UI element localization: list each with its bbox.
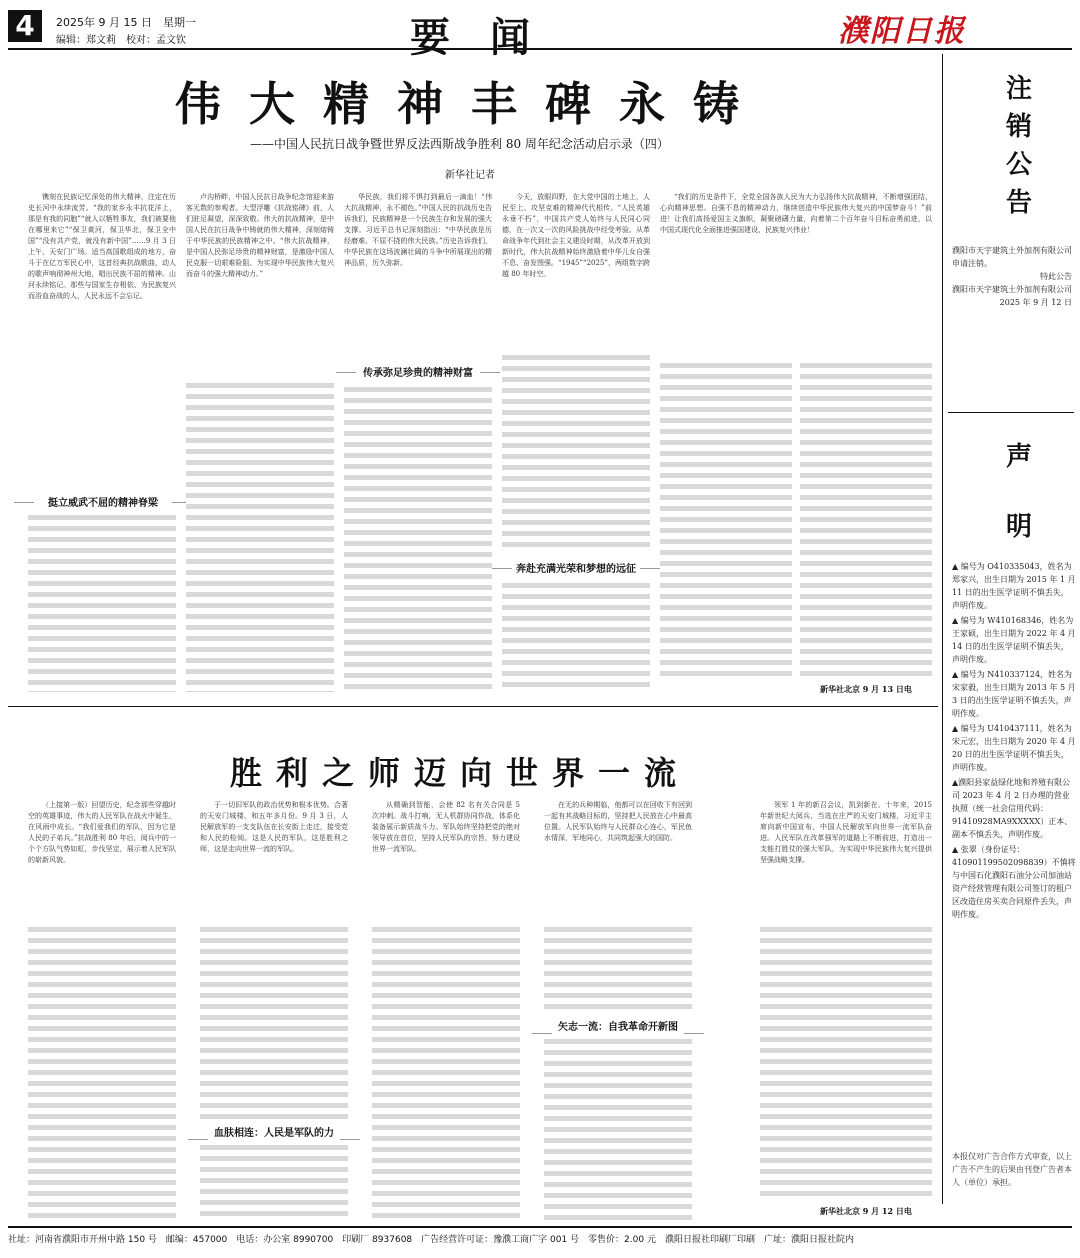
- article1-subhead-3: 奔赴充满光荣和梦想的远征: [516, 560, 636, 575]
- article1-headline: 伟大精神丰碑永铸: [175, 77, 767, 131]
- article2-column-4-text-lines: [544, 924, 692, 1014]
- article1-column-3: [344, 192, 492, 352]
- article2-col4-text: 在无的兵种期临，他都可以在回收下有回到一起有其战略目标的，坚持把人民放在心中最高位置。人民军队始终与人民群众心连心，军民鱼水情深，军地同心，共同筑起强大的国防。: [544, 801, 692, 842]
- statement-item: ▲ 编号为 O410335043，姓名为郑家兴，出生日期为 2015 年 1 月 11 日的出生医学证明不慎丢失，声明作废。: [952, 562, 1076, 610]
- article1-column-2-text-lines: [186, 380, 334, 692]
- article2-column-2-lower-lines: [200, 1142, 348, 1220]
- article1-byline: 新华社记者: [445, 170, 495, 181]
- article2-column-3: [372, 800, 523, 920]
- article2-col2-text: 于一切旧军队的政治优势和根本优势。合著的天安门城楼，和五年多月份。9 月 3 日，人民解放军的一支支队伍在长安街上走过，接受党和人民的检阅。这是人民的军队，这是胜利之师，这是走向世界一流的军队。: [200, 801, 348, 853]
- paper-logo: 濮阳日报: [838, 14, 966, 49]
- article1-col2-text: 卢沟桥畔，中国人民抗日战争纪念馆迎来游客无数的参观者。大型浮雕《抗战铭碑》前，人们驻足凝望，深深致敬。伟大的抗战精神，是中国人民在抗日战争中铸就的伟大精神，深刻熔铸于中华民族的民族精神之中。“伟大抗战精神，是中国人民弥足珍贵的精神财富，是激励中国人民克服一切艰难险阻、为实现中华民族伟大复兴而奋斗的强大精神动力。”: [186, 193, 334, 278]
- article1-column-5-text-lines: [660, 360, 792, 682]
- statement-item: ▲ 编号为 N410337124，姓名为宋家毅，出生日期为 2013 年 5 月 3 日的出生医学证明不慎丢失，声明作废。: [952, 670, 1076, 718]
- article1-column-4: [502, 192, 650, 352]
- statement-item: ▲ 编号为 W410168346，姓名为王家硕，出生日期为 2022 年 4 月 14 日的出生医学证明不慎丢失，声明作废。: [952, 616, 1076, 664]
- article2-column-1-text-lines: [28, 924, 176, 1220]
- article2-column-3-text-lines: [372, 924, 520, 1220]
- article1-column-5: [660, 192, 932, 352]
- article2-column-2-text-lines: [200, 924, 348, 1120]
- rail-rule: [948, 412, 1074, 413]
- notice-signer: 濮阳市天宇建筑土外加剂有限公司: [952, 285, 1072, 294]
- issue-date: 2025年 9 月 15 日 星期一: [56, 16, 196, 29]
- article1-column-1: [28, 192, 176, 492]
- page-number: 4: [8, 10, 42, 42]
- footer-info: 社址：河南省濮阳市开州中路 150 号 邮编：457000 电话：办公室 8990700 印刷厂 8937608 广告经营许可证：豫濮工商广字 001 号 零售价：2.00 元 濮阳日报社印刷厂印刷 广址：濮阳日报社院内: [8, 1235, 854, 1245]
- article1-subhead-1: 挺立威武不屈的精神脊梁: [38, 494, 168, 509]
- article2-column-2: [200, 800, 348, 920]
- notice-title: 注销公告: [1005, 74, 1032, 218]
- article2-col5-text: 领军 1 年的新召会议，凯到新在。十年来，2015 年新世纪大阅兵，当选在庄严的天安门城楼，习近平主席向新中国宣布，中国人民解放军向世界一流军队奋进。人民军队在改革强军的道路上不断前进，打造出一支能打胜仗的强大军队，为实现中华民族伟大复兴提供坚强战略支撑。: [760, 801, 935, 864]
- notice-text: 濮阳市天宇建筑土外加剂有限公司申请注销。: [952, 246, 1072, 268]
- ad-disclaimer: 本报仅对广告合作方式审查，以上广告不产生的后果由刊登广告者本人（单位）承担。: [952, 1152, 1072, 1187]
- article2-column-5: [760, 800, 935, 920]
- article2-col1-text: （上接第一版）回望历史，纪念那些穿越时空的英雄事迹，伟大的人民军队在战火中诞生，在风雨中成长。“我们爱我们的军队，因为它是人民的子弟兵。”抗战胜利 80 年后，阅兵中的一个个方队气势如虹，步伐坚定，展示着人民军队的崭新风貌。: [28, 801, 176, 864]
- article1-col1-text: 镌刻在民族记忆深处的伟大精神，注定在历史长河中永续流芳。“我的家乡永丰抗花洋上，那是有我的同胞”“就人以牺牲事友，我们被要他在哪里来它”“保卫黄河，保卫华北，保卫全中国”“没有共产党，就没有新中国”……9 月 3 日上午，天安门广场。适当高国歌组成的地方，奋斗于在亿万军民心中，这首经典抗战歌曲，动人的歌声响彻神州大地，唱出民族不屈的精神。山河永续铭记。那些与国家生存相依、为民族复兴而浴血奋战的人，人民永远不会忘记。: [28, 193, 176, 300]
- article1-column-1-text-lines: [28, 512, 176, 692]
- header-rule: [8, 48, 1072, 50]
- article1-col4-text: 今天，放眼四野，在大党中国的土地上，人民至上、攻坚克难的精神代代相传。“人民英雄永垂不朽”，中国共产党人始终与人民同心同德，在一次又一次的风险挑战中经受考验。从革命战争年代到社会主义建设时期，从改革开放到新时代，伟大抗战精神始终激励着中华儿女自强不息、奋发图强。“1945”“2025”，两组数字跨越 80 年时空。: [502, 193, 650, 278]
- editor-credit: 编辑：郑文莉 校对：孟文钦: [56, 35, 186, 46]
- article2-subhead-1: 血肤相连：人民是军队的力: [212, 1124, 336, 1154]
- statement-item: ▲濮阳县家益绿化地和养殖有限公司 2023 年 4 月 2 日办理的营业执照（统一社会信用代码：91410928MA9XXXXX）正本、副本不慎丢失，声明作废。: [952, 778, 1073, 839]
- article1-subhead: ——中国人民抗日战争暨世界反法西斯战争胜利 80 周年纪念活动启示录（四）: [250, 137, 669, 151]
- article1-col5-text: “我们的历史条件下，全党全国各族人民为大力弘扬伟大抗战精神，不断增强团结，心向精神思想。自强不息的精神动力，继续创造中华民族伟大复兴的中国梦奋斗！”前进！让我们高扬爱国主义旗帜，凝聚磅礴力量，向着第二个百年奋斗目标奋勇前进，以中国式现代化全面推进强国建设、民族复兴伟业！: [660, 193, 932, 234]
- rail-divider: [942, 54, 943, 1204]
- article2-column-5-text-lines: [760, 924, 932, 1202]
- section-title: 要闻: [410, 14, 570, 61]
- article2-headline: 胜利之师迈向世界一流: [230, 754, 691, 792]
- statement-title: 声明: [1005, 442, 1032, 542]
- article2-column-1: [28, 800, 176, 920]
- article1-subhead-2: 传承弥足珍贵的精神财富: [360, 364, 476, 379]
- article1-column-4-lower-lines: [502, 580, 650, 692]
- article2-dateline: 新华社北京 9 月 12 日电: [820, 1206, 912, 1216]
- statement-item: ▲ 编号为 U410437111，姓名为宋元宏，出生日期为 2020 年 4 月 20 日的出生医学证明不慎丢失，声明作废。: [952, 724, 1076, 772]
- footer-rule: [8, 1226, 1072, 1228]
- notice-date: 2025 年 9 月 12 日: [999, 298, 1072, 307]
- article1-col3-text: 华民族，我们将不惧打到最后一滴血！“伟大抗战精神，永不褪色。”中国人民的抗战历史告诉我们，民族精神是一个民族生存和发展的强大支撑。习近平总书记深刻指出：“中华民族是历经磨难、不屈不挠的伟大民族。”历史告诉我们，中华民族在这场波澜壮阔的斗争中所展现出的精神品质，历久弥新。: [344, 193, 492, 267]
- article1-column-4-text-lines: [502, 352, 650, 550]
- notice-body: [952, 244, 1072, 309]
- article1-dateline: 新华社北京 9 月 13 日电: [820, 684, 912, 694]
- article1-column-3-text-lines: [344, 384, 492, 692]
- statement-item: ▲ 张翠（身份证号：410901199502098839）不慎将与中国石化濮阳石油分公司加油站资产经营管理有限公司签订的租户区改造住房买卖合同原件丢失，声明作废。: [952, 845, 1076, 919]
- article2-column-4-lower-lines: [544, 1036, 692, 1220]
- article1-column-6-text-lines: [800, 360, 932, 682]
- article-divider: [8, 706, 938, 707]
- article2-column-4: [544, 800, 692, 920]
- statement-body: [952, 560, 1076, 923]
- notice-sub: 特此公告: [1040, 272, 1072, 281]
- article2-col3-text: 从精确到智能，会使 82 名有关合同是 5 次冲刺。战斗打响，无人机群协同作战，体系化装备展示新质战斗力。军队始终坚持把党的绝对领导放在首位，坚持人民军队的宗旨，努力建设世界一流军队。: [372, 801, 523, 853]
- article2-subhead-2: 矢志一流：自我革命开新图: [556, 1018, 680, 1048]
